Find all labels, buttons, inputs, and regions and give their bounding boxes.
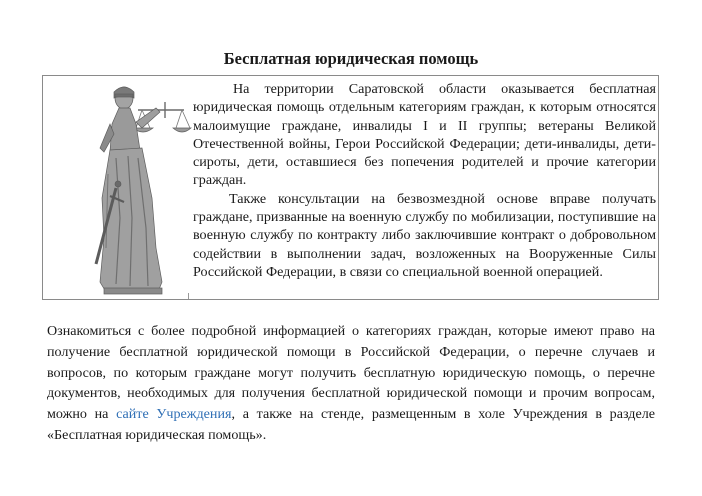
- themis-justice-statue-icon: [86, 78, 192, 296]
- details-text-end: , а также на стенде, размещенным в холе Учреждения в разделе «Бесплатная юридическая помощь».: [47, 406, 655, 443]
- page-title: Бесплатная юридическая помощь: [223, 49, 479, 68]
- box-divider-tick: [188, 293, 189, 299]
- info-paragraph-mobilized: Также консультации на безвозмездной основе вправе получать граждане, призванные на военную службу по мобилизации, поступившие на военную службу по контракту либо заключившие контракт о добровольном содействии в выполнении задач, возложенных на Вооруженные Силы Российской Федерации, в связи со специальной военной операцией.: [193, 190, 656, 280]
- details-text-start: Ознакомиться с более подробной информацией о категориях граждан, которые имеют право на получение бесплатной юридической помощи в Российской Федерации, о перечне случаев и вопросов, по которым граждане могут получить бесплатную юридическую помощь, о перечне документов, необходимых для получения бесплатной юридической помощи и прочим вопросам, можно на: [47, 323, 655, 423]
- institution-site-link[interactable]: сайте Учреждения: [116, 406, 232, 423]
- info-paragraph-categories: На территории Саратовской области оказывается бесплатная юридическая помощь отдельным категориям граждан, к которым относятся малоимущие граждане, инвалиды I и II группы; ветераны Великой Отечественной войны, Герои Российской Федерации; дети-инвалиды, дети-сироты, дети, оставшиеся без попечения родителей и прочие категории граждан.: [193, 81, 656, 189]
- details-paragraph: [47, 321, 655, 446]
- info-box-text: [193, 80, 656, 281]
